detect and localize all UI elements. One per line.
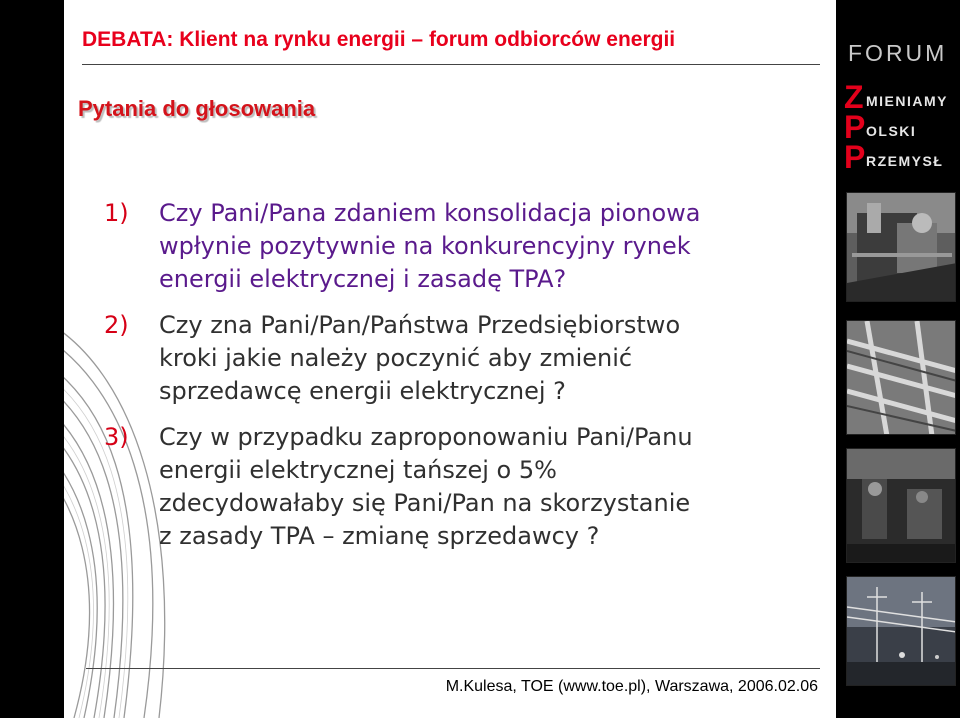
footer-divider [86,668,820,669]
question-number: 2) [104,311,129,339]
forum-label: FORUM [848,40,948,66]
logo-word: MIENIAMY [866,93,948,109]
question-line: wpłynie pozytywnie na konkurencyjny rynek [159,232,691,260]
question-list [104,197,824,566]
question-line: Czy Pani/Pana zdaniem konsolidacja pionowa [159,199,701,227]
question-line: z zasady TPA – zmianę sprzedawcy ? [159,522,600,550]
logo-row-1 [844,79,948,115]
logo-row-2 [844,109,917,145]
footer-text: M.Kulesa, TOE (www.toe.pl), Warszawa, 2006.02.06 [445,678,818,695]
logo-letter: P [844,109,866,145]
logo-letter: Z [844,79,864,115]
question-line: energii elektrycznej i zasadę TPA? [159,265,567,293]
question-line: kroki jakie należy poczynić aby zmienić [159,344,633,372]
question-line: sprzedawcę energii elektrycznej ? [159,377,566,405]
header-divider [82,64,820,65]
question-number: 3) [104,423,129,451]
logo-row-3 [844,139,944,175]
logo-word: OLSKI [866,123,917,139]
logo-letter: P [844,139,866,175]
question-line: Czy zna Pani/Pan/Państwa Przedsiębiorstwo [159,311,681,339]
industrial-photo [846,192,956,302]
mining-photo [846,448,956,563]
question-2 [104,309,824,408]
question-line: zdecydowałaby się Pani/Pan na skorzystanie [159,489,691,517]
section-title: Pytania do głosowania [78,96,316,121]
slide-content [64,0,836,718]
question-1 [104,197,824,296]
question-text [159,309,680,408]
question-text [159,197,701,296]
question-line: Czy w przypadku zaproponowaniu Pani/Panu [159,423,693,451]
question-text [159,421,693,553]
pipes-photo [846,320,956,435]
question-number: 1) [104,199,129,227]
power-lines-photo [846,576,956,686]
header-title: DEBATA: Klient na rynku energii – forum odbiorców energii [82,28,676,51]
question-3 [104,421,824,553]
sidebar-branding [836,0,960,718]
logo-word: RZEMYSŁ [866,153,944,169]
question-line: energii elektrycznej tańszej o 5% [159,456,557,484]
